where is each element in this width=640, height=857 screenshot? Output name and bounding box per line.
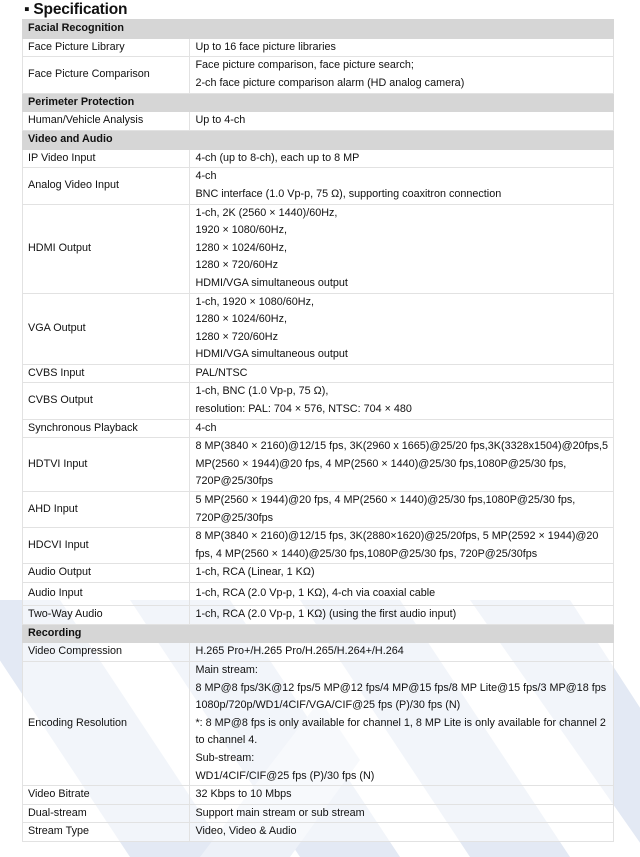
spec-value <box>190 419 614 438</box>
spec-label: HDCVI Input <box>23 528 190 564</box>
spec-value-line: fps, 4 MP(2560 × 1440)@25/30 fps,1080P@25/30 fps, 720P@25/30fps <box>195 547 538 560</box>
spec-value-line: Video, Video & Audio <box>195 825 297 838</box>
spec-row <box>23 804 614 823</box>
spec-value <box>190 293 614 364</box>
spec-value <box>190 38 614 57</box>
spec-value-line: 32 Kbps to 10 Mbps <box>195 788 292 801</box>
spec-value-line: 1280 × 1024/60Hz, <box>195 241 287 254</box>
spec-row <box>23 419 614 438</box>
spec-value <box>190 804 614 823</box>
spec-label: Encoding Resolution <box>23 662 190 786</box>
spec-label: Audio Output <box>23 564 190 583</box>
spec-label: Stream Type <box>23 823 190 842</box>
spec-value-line: 1-ch, BNC (1.0 Vp-p, 75 Ω), <box>195 385 329 398</box>
spec-value-line: Up to 4-ch <box>195 114 246 127</box>
spec-label: Video Bitrate <box>23 786 190 805</box>
spec-value-line: H.265 Pro+/H.265 Pro/H.265/H.264+/H.264 <box>195 645 404 658</box>
spec-value-line: resolution: PAL: 704 × 576, NTSC: 704 × 480 <box>195 403 412 416</box>
spec-value <box>190 383 614 419</box>
spec-value-line: 1-ch, 2K (2560 × 1440)/60Hz, <box>195 206 338 219</box>
spec-row <box>23 57 614 93</box>
section-header <box>23 624 614 643</box>
spec-value <box>190 606 614 625</box>
spec-value <box>190 149 614 168</box>
specification-table <box>22 19 614 842</box>
spec-row <box>23 383 614 419</box>
spec-label: HDTVI Input <box>23 438 190 492</box>
spec-value-line: 4-ch <box>195 421 217 434</box>
spec-label: Analog Video Input <box>23 168 190 204</box>
spec-value-line: 1080p/720p/WD1/4CIF/VGA/CIF@25 fps (P)/30 fps (N) <box>195 699 461 712</box>
spec-row <box>23 606 614 625</box>
spec-value <box>190 528 614 564</box>
spec-value-line: 8 MP@8 fps/3K@12 fps/5 MP@12 fps/4 MP@15 fps/8 MP Lite@15 fps/3 MP@18 fps <box>195 681 607 694</box>
spec-label: CVBS Output <box>23 383 190 419</box>
spec-label: Two-Way Audio <box>23 606 190 625</box>
spec-row <box>23 583 614 606</box>
spec-value-line: Main stream: <box>195 664 258 676</box>
spec-value <box>190 643 614 662</box>
spec-value-line: 5 MP(2560 × 1944)@20 fps, 4 MP(2560 × 1440)@25/30 fps,1080P@25/30 fps, <box>195 494 576 507</box>
spec-value-line: 1-ch, 1920 × 1080/60Hz, <box>195 295 315 308</box>
spec-value <box>190 57 614 93</box>
section-title: Perimeter Protection <box>23 93 614 112</box>
section-header <box>23 93 614 112</box>
section-header <box>23 130 614 149</box>
spec-row <box>23 786 614 805</box>
page-title: ▪ Specification <box>24 1 128 18</box>
spec-label: Dual-stream <box>23 804 190 823</box>
spec-row <box>23 168 614 204</box>
section-title: Facial Recognition <box>23 20 614 39</box>
spec-value-line: 1280 × 720/60Hz <box>195 259 278 272</box>
spec-row <box>23 662 614 786</box>
spec-value-line: MP(2560 × 1944)@20 fps, 4 MP(2560 × 1440)@25/30 fps,1080P@25/30 fps, <box>195 457 567 470</box>
spec-value <box>190 168 614 204</box>
spec-value <box>190 492 614 528</box>
spec-row <box>23 438 614 492</box>
spec-label: Human/Vehicle Analysis <box>23 112 190 131</box>
spec-value <box>190 204 614 293</box>
spec-value-line: Support main stream or sub stream <box>195 806 365 819</box>
spec-label: IP Video Input <box>23 149 190 168</box>
spec-value-line: Sub-stream: <box>195 751 255 764</box>
spec-value-line: PAL/NTSC <box>195 366 248 379</box>
spec-label: HDMI Output <box>23 204 190 293</box>
spec-value-line: 1280 × 720/60Hz <box>195 330 278 343</box>
spec-label: VGA Output <box>23 293 190 364</box>
spec-row <box>23 149 614 168</box>
spec-value-line: to channel 4. <box>195 734 258 747</box>
spec-value-line: 720P@25/30fps <box>195 475 274 488</box>
spec-row <box>23 204 614 293</box>
spec-label: CVBS Input <box>23 364 190 383</box>
spec-row <box>23 564 614 583</box>
section-header <box>23 20 614 39</box>
spec-value <box>190 364 614 383</box>
spec-label: Face Picture Comparison <box>23 57 190 93</box>
spec-row <box>23 293 614 364</box>
spec-value-line: HDMI/VGA simultaneous output <box>195 276 348 289</box>
spec-row <box>23 38 614 57</box>
spec-value-line: Face picture comparison, face picture search; <box>195 59 414 72</box>
spec-value-line: *: 8 MP@8 fps is only available for channel 1, 8 MP Lite is only available for channel 2 <box>195 716 606 729</box>
page-title-text: Specification <box>33 1 128 18</box>
spec-value-line: HDMI/VGA simultaneous output <box>195 348 348 361</box>
spec-value-line: Up to 16 face picture libraries <box>195 40 336 53</box>
spec-label: AHD Input <box>23 492 190 528</box>
spec-row <box>23 112 614 131</box>
spec-value-line: 4-ch <box>195 170 217 183</box>
spec-value-line: 1-ch, RCA (Linear, 1 KΩ) <box>195 566 315 579</box>
spec-value <box>190 786 614 805</box>
spec-value-line: 1-ch, RCA (2.0 Vp-p, 1 KΩ) (using the first audio input) <box>195 608 457 621</box>
spec-value-line: 8 MP(3840 × 2160)@12/15 fps, 3K(2960 x 1665)@25/20 fps,3K(3328x1504)@20fps,5 <box>195 440 608 453</box>
spec-label: Video Compression <box>23 643 190 662</box>
spec-value <box>190 662 614 786</box>
spec-value <box>190 438 614 492</box>
spec-value <box>190 583 614 606</box>
spec-label: Face Picture Library <box>23 38 190 57</box>
spec-value-line: BNC interface (1.0 Vp-p, 75 Ω), supporting coaxitron connection <box>195 187 502 200</box>
section-title: Video and Audio <box>23 130 614 149</box>
spec-value <box>190 823 614 842</box>
spec-value-line: 1-ch, RCA (2.0 Vp-p, 1 KΩ), 4-ch via coaxial cable <box>195 587 436 600</box>
spec-value <box>190 112 614 131</box>
spec-value-line: 2-ch face picture comparison alarm (HD analog camera) <box>195 76 465 89</box>
spec-value-line: WD1/4CIF/CIF@25 fps (P)/30 fps (N) <box>195 769 375 782</box>
spec-row <box>23 364 614 383</box>
spec-value-line: 1280 × 1024/60Hz, <box>195 313 287 326</box>
spec-row <box>23 492 614 528</box>
spec-label: Audio Input <box>23 583 190 606</box>
spec-row <box>23 823 614 842</box>
spec-value-line: 1920 × 1080/60Hz, <box>195 224 287 237</box>
section-title: Recording <box>23 624 614 643</box>
spec-row <box>23 528 614 564</box>
spec-value <box>190 564 614 583</box>
spec-value-line: 8 MP(3840 × 2160)@12/15 fps, 3K(2880×1620)@25/20fps, 5 MP(2592 × 1944)@20 <box>195 530 599 543</box>
spec-row <box>23 643 614 662</box>
spec-label: Synchronous Playback <box>23 419 190 438</box>
spec-value-line: 720P@25/30fps <box>195 511 274 524</box>
spec-value-line: 4-ch (up to 8-ch), each up to 8 MP <box>195 151 360 164</box>
